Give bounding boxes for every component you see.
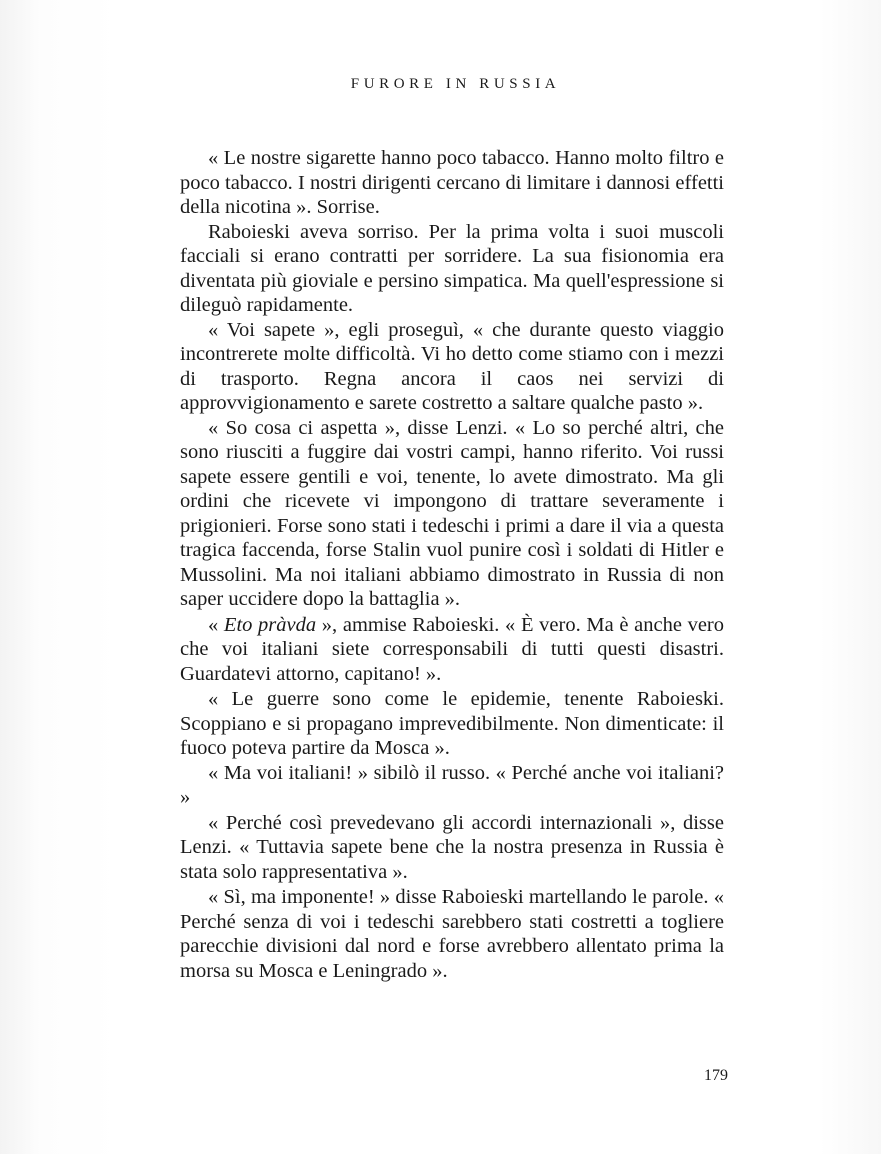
paragraph-5-suffix: », ammise Raboieski. « È vero. Ma è anche vero che voi italiani siete corresponsabili di tutti questi disastri. Guardatevi attorno, capitano! ».: [180, 613, 725, 685]
body-text: [180, 146, 724, 983]
paragraph-8: « Perché così prevedevano gli accordi internazionali », disse Lenzi. « Tuttavia sapete bene che la nostra presenza in Russia è stata solo rappresentativa ».: [180, 811, 724, 883]
paragraph-6: « Le guerre sono come le epidemie, tenente Raboieski. Scoppiano e si propagano imprevedibilmente. Non dimenticate: il fuoco poteva partire da Mosca ».: [180, 688, 724, 759]
paragraph-5: [180, 613, 724, 687]
paragraph-7: « Ma voi italiani! » sibilò il russo. « Perché anche voi italiani? »: [180, 761, 724, 808]
running-head-title: FURORE IN RUSSIA: [350, 76, 561, 92]
page-number: 179: [704, 1067, 728, 1084]
paragraph-4: « So cosa ci aspetta », disse Lenzi. « Lo so perché altri, che sono riusciti a fuggire dai vostri campi, hanno riferito. Voi russi sapete essere gentili e voi, tenente, lo avete dimostrato. Ma gli ordini che ricevete vi impongono di trattare severamente i prigionieri. Forse sono stati i tedeschi i primi a dare il via a questa tragica faccenda, forse Stalin vuol punire così i soldati di Hitler e Mussolini. Ma noi italiani abbiamo dimostrato in Russia di non saper uccidere dopo la battaglia ».: [180, 416, 724, 610]
paragraph-5-prefix: «: [208, 613, 224, 636]
paragraph-1: « Le nostre sigarette hanno poco tabacco. Hanno molto filtro e poco tabacco. I nostri dirigenti cercano di limitare i dannosi effetti della nicotina ». Sorrise.: [180, 147, 724, 218]
paragraph-9: « Sì, ma imponente! » disse Raboieski martellando le parole. « Perché senza di voi i tedeschi sarebbero stati costretti a togliere parecchie divisioni dal nord e forse avrebbero allentato prima la morsa su Mosca e Leningrado ».: [180, 886, 724, 982]
paragraph-2: Raboieski aveva sorriso. Per la prima volta i suoi muscoli facciali si erano contratti per sorridere. La sua fisionomia era diventata più gioviale e persino simpatica. Ma quell'espressione si dileguò rapidamente.: [180, 220, 724, 316]
paragraph-5-italic-phrase: Eto pràvda: [223, 613, 317, 636]
paragraph-3: « Voi sapete », egli proseguì, « che durante questo viaggio incontrerete molte difficoltà. Vi ho detto come stiamo con i mezzi di trasporto. Regna ancora il caos nei servizi di approvvigionamento e sarete costretto a saltare qualche pasto ».: [180, 318, 724, 414]
